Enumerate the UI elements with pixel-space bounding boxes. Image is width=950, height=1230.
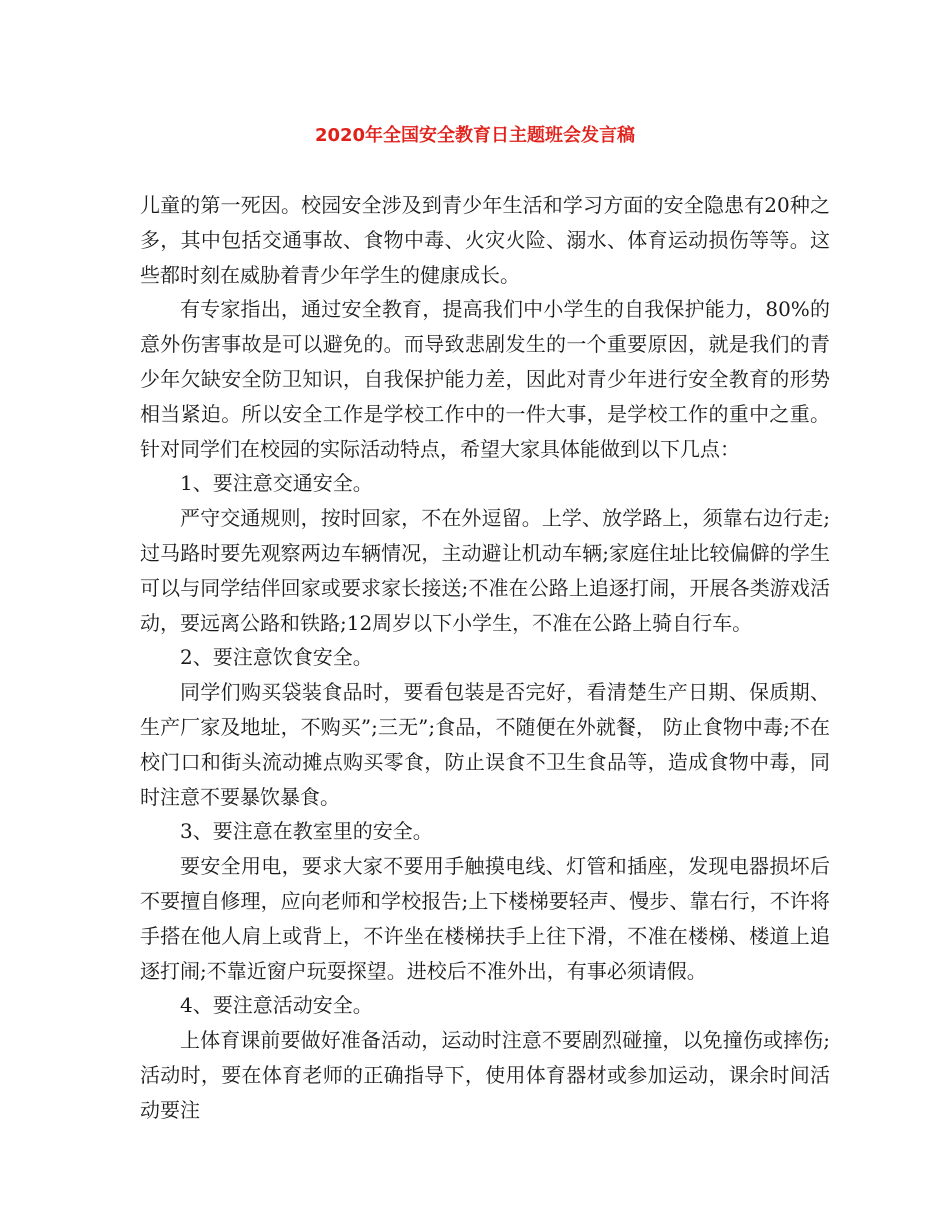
section-heading-traffic-safety: 1、要注意交通安全。 [180,471,373,496]
section-heading-classroom-safety: 3、要注意在教室里的安全。 [180,819,433,844]
section-heading-food-safety: 2、要注意饮食安全。 [180,645,373,670]
paragraph-continuation: 儿童的第一死因。校园安全涉及到青少年生活和学习方面的安全隐患有20种之多，其中包括交通事故、食物中毒、火灾火险、溺水、体育运动损伤等等。这些都时刻在威胁着青少年学生的健康成长。 [140,193,830,287]
document-title: 2020年全国安全教育日主题班会发言稿 [314,125,636,146]
section-heading-activity-safety: 4、要注意活动安全。 [180,993,373,1018]
paragraph-expert-opinion: 有专家指出，通过安全教育，提高我们中小学生的自我保护能力，80%的意外伤害事故是可以避免的。而导致悲剧发生的一个重要原因，就是我们的青少年欠缺安全防卫知识，自我保护能力差，因此对青少年进行安全教育的形势相当紧迫。所以安全工作是学校工作中的一件大事，是学校工作的重中之重。针对同学们在校园的实际活动特点，希望大家具体能做到以下几点： [140,297,830,461]
paragraph-food-safety: 同学们购买袋装食品时，要看包装是否完好，看清楚生产日期、保质期、生产厂家及地址，不购买”;三无”;食品，不随便在外就餐， 防止食物中毒;不在校门口和街头流动摊点购买零食，防止误食不卫生食品等，造成食物中毒，同时注意不要暴饮暴食。 [140,680,830,809]
paragraph-traffic-safety: 严守交通规则，按时回家，不在外逗留。上学、放学路上，须靠右边行走;过马路时要先观察两边车辆情况，主动避让机动车辆;家庭住址比较偏僻的学生可以与同学结伴回家或要求家长接送;不准在公路上追逐打闹，开展各类游戏活动，要远离公路和铁路;12周岁以下小学生，不准在公路上骑自行车。 [140,506,830,635]
document-body [140,188,830,1128]
paragraph-classroom-safety: 要安全用电，要求大家不要用手触摸电线、灯管和插座，发现电器损坏后不要擅自修理，应向老师和学校报告;上下楼梯要轻声、慢步、靠右行，不许将手搭在他人肩上或背上，不许坐在楼梯扶手上往下滑，不准在楼梯、楼道上追逐打闹;不靠近窗户玩耍探望。进校后不准外出，有事必须请假。 [140,854,830,983]
paragraph-activity-safety: 上体育课前要做好准备活动，运动时注意不要剧烈碰撞，以免撞伤或摔伤;活动时，要在体育老师的正确指导下，使用体育器材或参加运动，课余时间活动要注 [140,1028,830,1122]
